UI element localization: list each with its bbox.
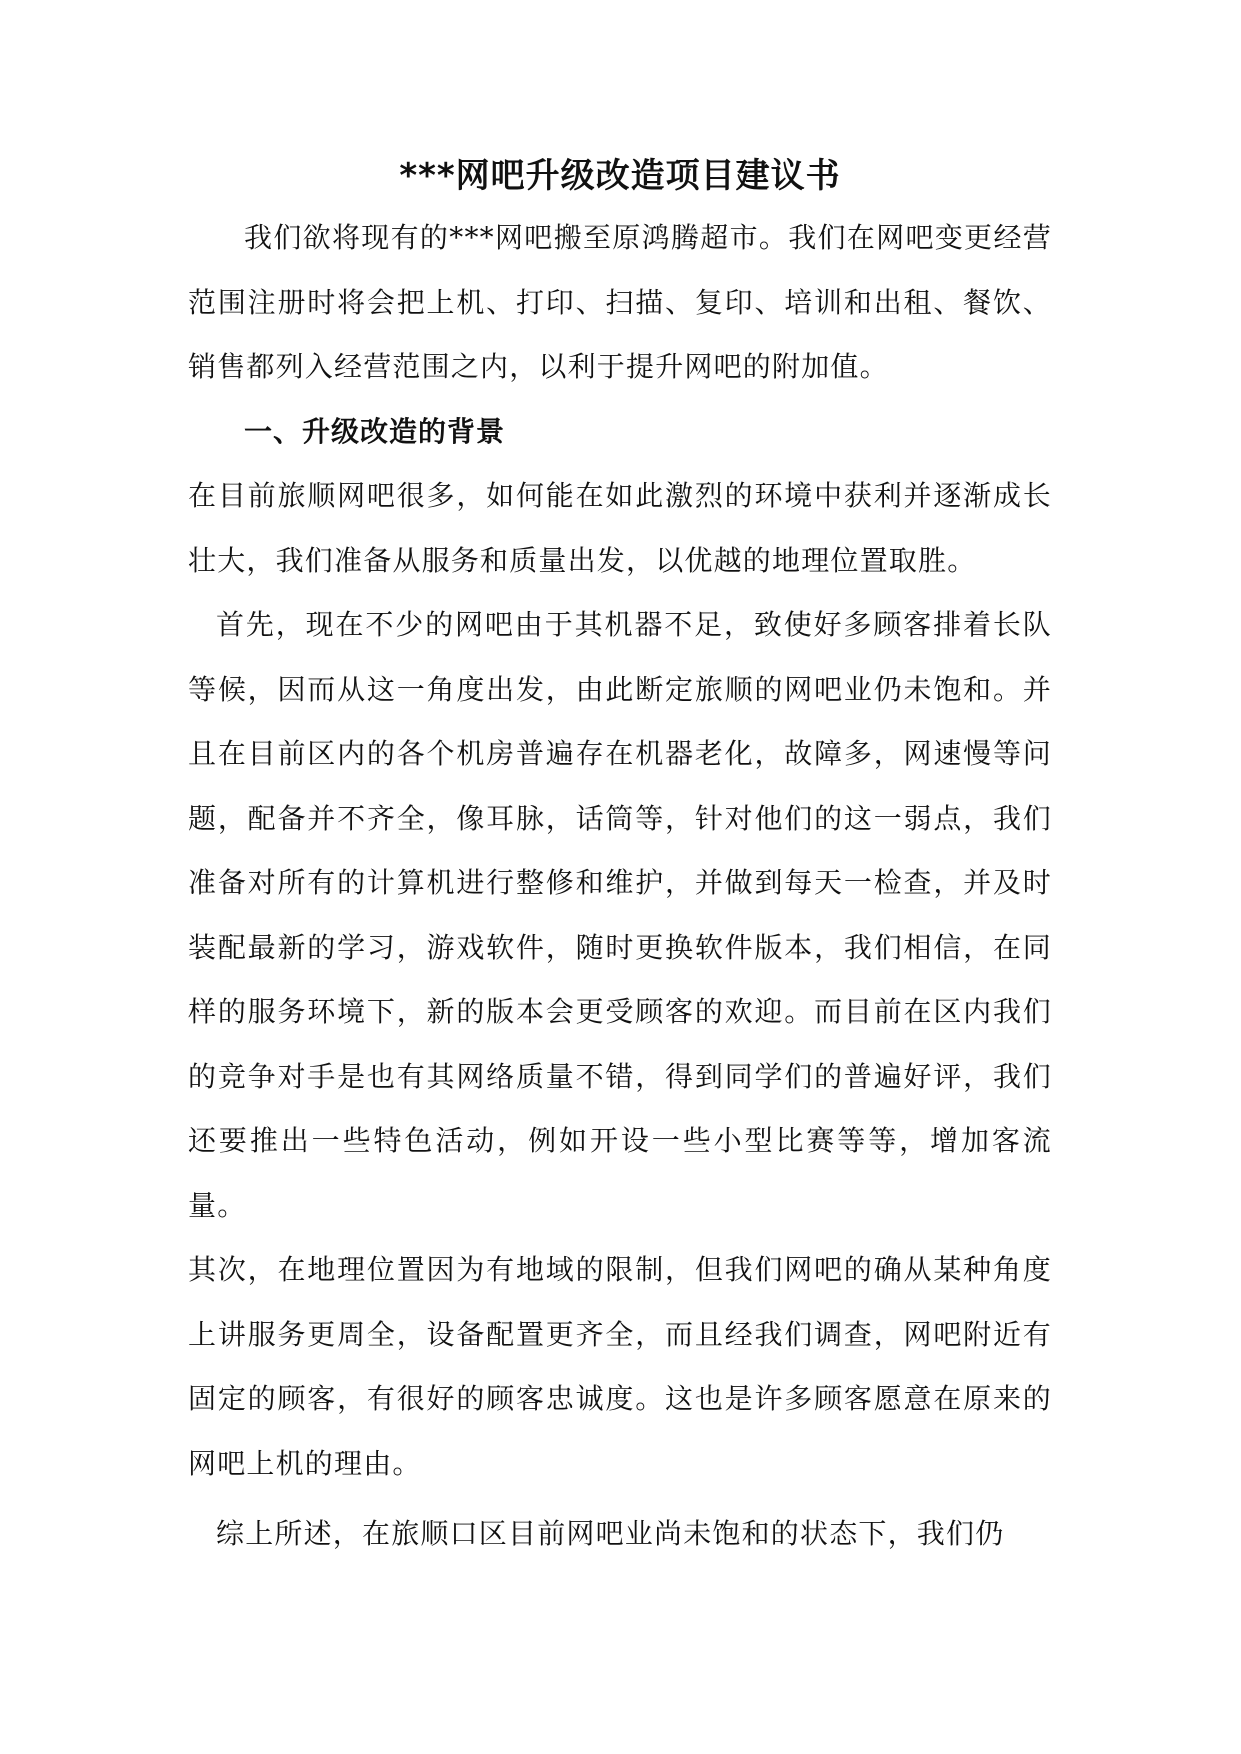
body-paragraph: 综上所述，在旅顺口区目前网吧业尚未饱和的状态下，我们仍: [216, 1517, 1005, 1550]
section-heading: 一、升级改造的背景: [244, 414, 506, 448]
body-paragraph: 在目前旅顺网吧很多，如何能在如此激烈的环境中获利并逐渐成长壮大，我们准备从服务和质量出发，以优越的地理位置取胜。: [188, 479, 1052, 577]
intro-paragraph: 我们欲将现有的***网吧搬至原鸿腾超市。我们在网吧变更经营范围注册时将会把上机、打印、扫描、复印、培训和出租、餐饮、销售都列入经营范围之内，以利于提升网吧的附加值。: [188, 221, 1052, 383]
body-paragraph: 其次，在地理位置因为有地域的限制，但我们网吧的确从某种角度上讲服务更周全，设备配置更齐全，而且经我们调查，网吧附近有固定的顾客，有很好的顾客忠诚度。这也是许多顾客愿意在原来的网吧上机的理由。: [188, 1253, 1052, 1480]
document-page: [188, 150, 1052, 1567]
document-title: ***网吧升级改造项目建议书: [399, 156, 841, 196]
body-paragraph: 首先，现在不少的网吧由于其机器不足，致使好多顾客排着长队等候，因而从这一角度出发，由此断定旅顺的网吧业仍未饱和。并且在目前区内的各个机房普遍存在机器老化，故障多，网速慢等问题，配备并不齐全，像耳脉，话筒等，针对他们的这一弱点，我们准备对所有的计算机进行整修和维护，并做到每天一检查，并及时装配最新的学习，游戏软件，随时更换软件版本，我们相信，在同样的服务环境下，新的版本会更受顾客的欢迎。而目前在区内我们的竞争对手是也有其网络质量不错，得到同学们的普遍好评，我们还要推出一些特色活动，例如开设一些小型比赛等等，增加客流量。: [188, 608, 1052, 1222]
